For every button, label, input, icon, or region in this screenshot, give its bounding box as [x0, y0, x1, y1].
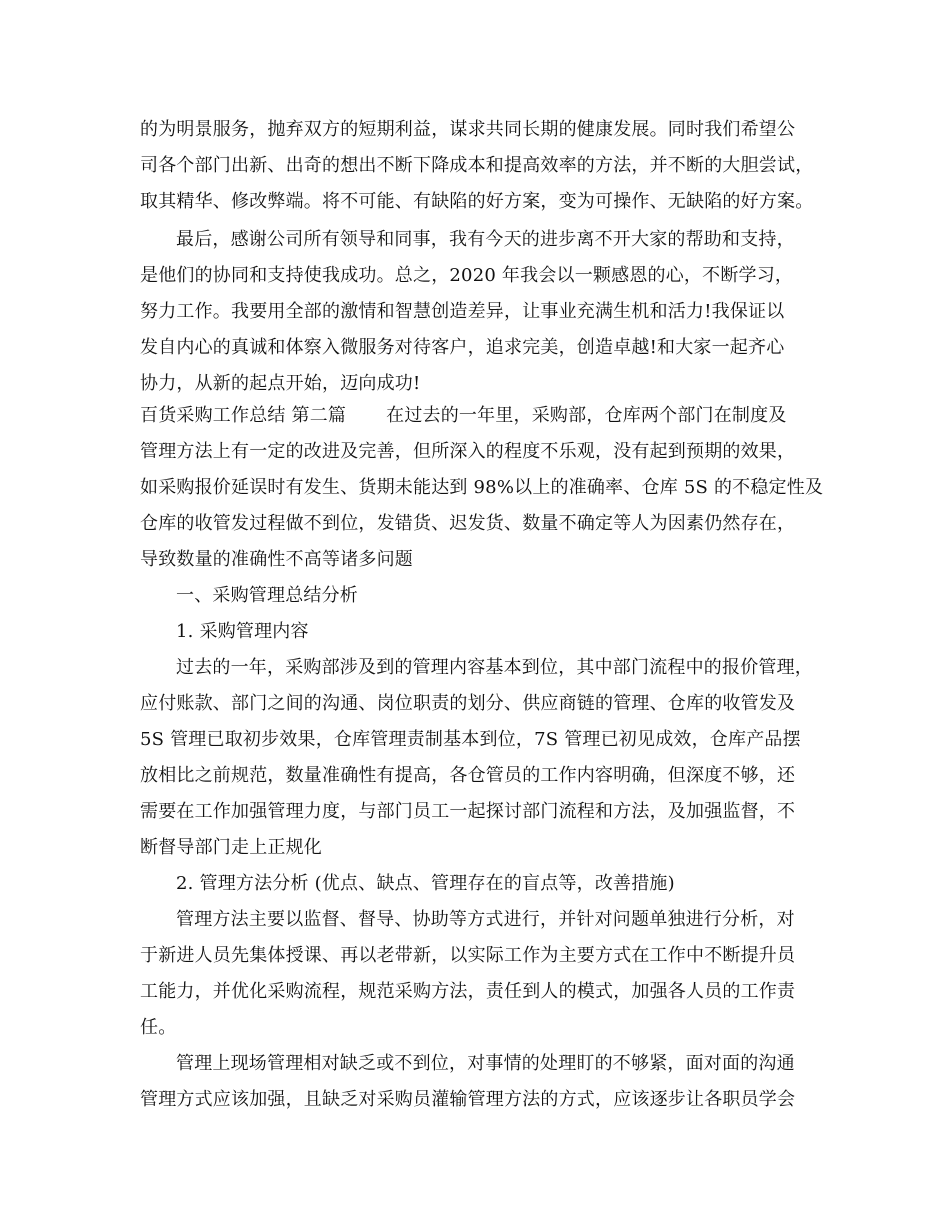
- paragraph-line: 导致数量的准确性不高等诸多问题: [140, 549, 413, 570]
- paragraph-line: 仓库的收管发过程做不到位，发错货、迟发货、数量不确定等人为因素仍然存在，: [140, 513, 796, 534]
- subheading: 1. 采购管理内容: [176, 621, 309, 642]
- paragraph-line: 断督导部门走上正规化: [140, 837, 322, 858]
- paragraph-line: 努力工作。我要用全部的激情和智慧创造差异，让事业充满生机和活力!我保证以: [140, 301, 785, 322]
- paragraph-line: 协力，从新的起点开始，迈向成功!: [140, 373, 421, 394]
- paragraph-line: 需要在工作加强管理力度，与部门员工一起探讨部门流程和方法，及加强监督，不: [140, 801, 796, 822]
- paragraph-line: 的为明景服务，抛弃双方的短期利益，谋求共同长期的健康发展。同时我们希望公: [140, 119, 796, 140]
- paragraph-line: 于新进人员先集体授课、再以老带新，以实际工作为主要方式在工作中不断提升员: [140, 945, 796, 966]
- paragraph-line: 过去的一年，采购部涉及到的管理内容基本到位，其中部门流程中的报价管理，: [176, 657, 813, 678]
- section-heading-line: [140, 404, 787, 428]
- paragraph-line: 任。: [140, 1017, 177, 1038]
- paragraph-line: 如采购报价延误时有发生、货期未能达到 98%以上的准确率、仓库 5S 的不稳定性及: [140, 477, 824, 498]
- paragraph-line: 管理上现场管理相对缺乏或不到位，对事情的处理盯的不够紧，面对面的沟通: [176, 1053, 795, 1074]
- paragraph-line: 发自内心的真诚和体察入微服务对待客户，追求完美，创造卓越!和大家一起齐心: [140, 337, 785, 358]
- subheading: 2. 管理方法分析 (优点、缺点、管理存在的盲点等，改善措施): [176, 873, 675, 894]
- paragraph-line: 管理方法上有一定的改进及完善，但所深入的程度不乐观，没有起到预期的效果，: [140, 441, 796, 462]
- paragraph-line: 5S 管理已取初步效果，仓库管理责制基本到位，7S 管理已初见成效，仓库产品摆: [140, 729, 801, 750]
- paragraph-line: 工能力，并优化采购流程，规范采购方法，责任到人的模式，加强各人员的工作责: [140, 981, 796, 1002]
- paragraph-line: 取其精华、修改弊端。将不可能、有缺陷的好方案，变为可操作、无缺陷的好方案。: [140, 191, 814, 212]
- paragraph-line: 管理方法主要以监督、督导、协助等方式进行，并针对问题单独进行分析，对: [176, 909, 795, 930]
- subheading: 一、采购管理总结分析: [176, 585, 358, 606]
- paragraph-line: 管理方式应该加强，且缺乏对采购员灌输管理方法的方式，应该逐步让各职员学会: [140, 1089, 796, 1110]
- paragraph-line: 司各个部门出新、出奇的想出不断下降成本和提高效率的方法，并不断的大胆尝试，: [140, 155, 814, 176]
- paragraph-line: 应付账款、部门之间的沟通、岗位职责的划分、供应商链的管理、仓库的收管发及: [140, 693, 796, 714]
- section-title: 百货采购工作总结 第二篇: [140, 405, 347, 426]
- paragraph-line: 放相比之前规范，数量准确性有提高，各仓管员的工作内容明确，但深度不够，还: [140, 765, 796, 786]
- paragraph-line: 最后，感谢公司所有领导和同事，我有今天的进步离不开大家的帮助和支持，: [176, 229, 795, 250]
- paragraph-line: 是他们的协同和支持使我成功。总之，2020 年我会以一颗感恩的心，不断学习，: [140, 265, 794, 286]
- paragraph-start: 在过去的一年里，采购部，仓库两个部门在制度及: [386, 405, 787, 426]
